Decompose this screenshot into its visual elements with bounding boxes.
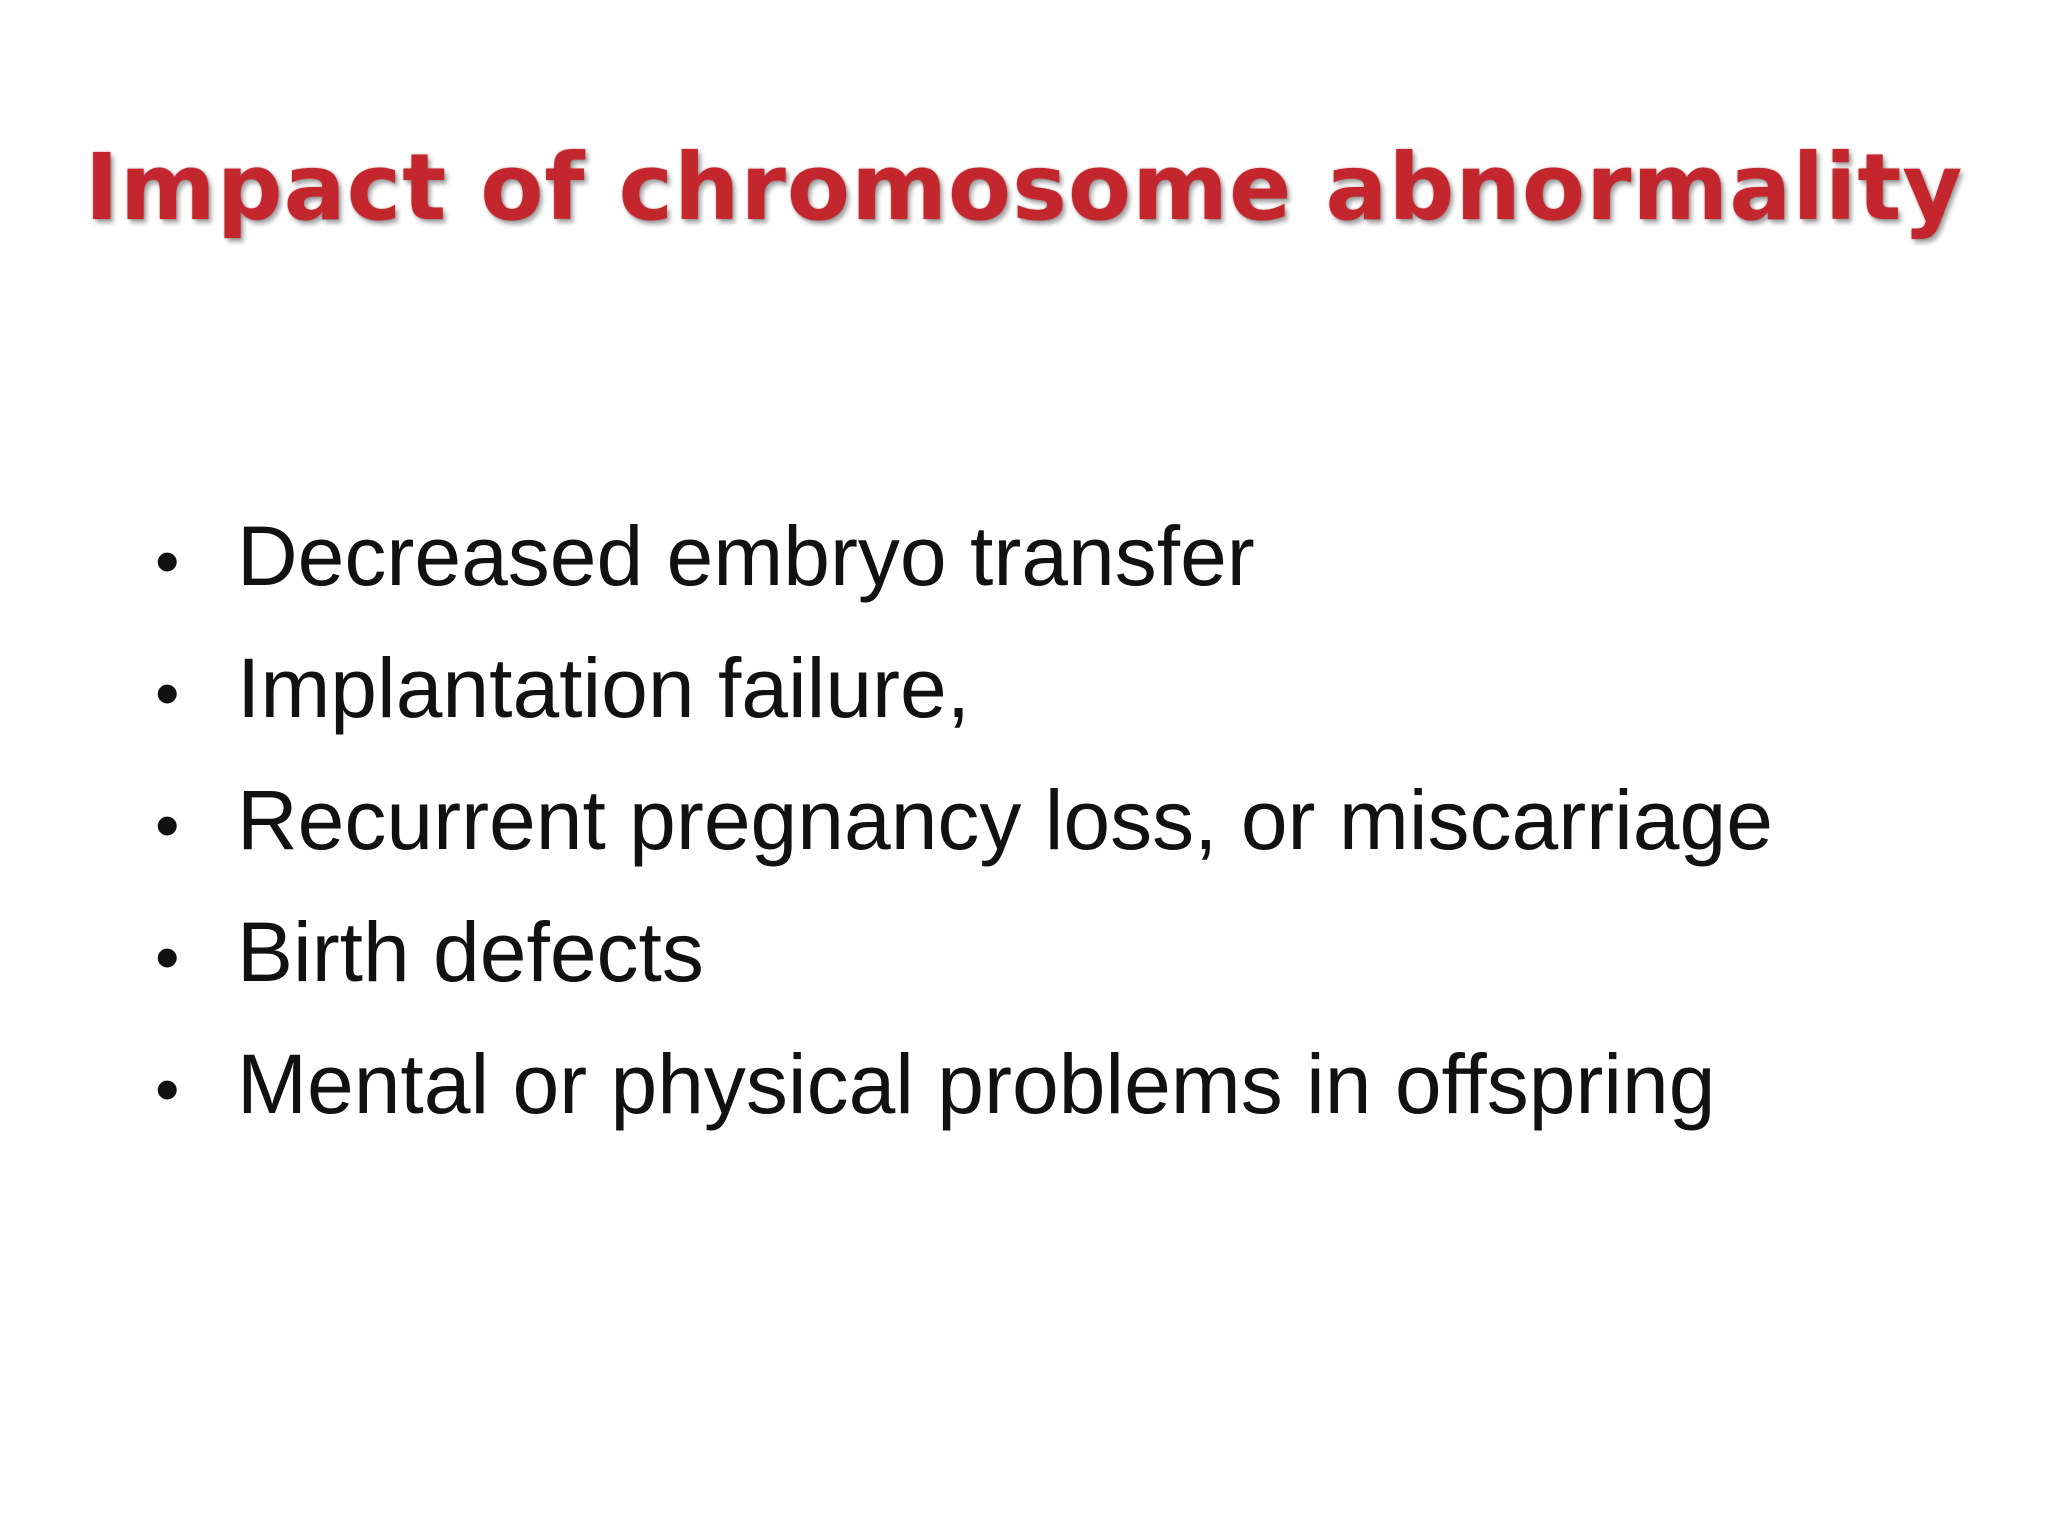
bullet-text: Birth defects xyxy=(237,905,704,999)
bullet-item xyxy=(155,490,1955,622)
bullet-item xyxy=(155,754,1955,886)
bullet-text: Implantation failure, xyxy=(237,641,971,735)
bullet-item xyxy=(155,622,1955,754)
slide-title: Impact of chromosome abnormality xyxy=(84,134,1964,241)
bullet-icon: • xyxy=(155,522,180,600)
bullet-text: Recurrent pregnancy loss, or miscarriage xyxy=(237,773,1773,867)
bullet-list xyxy=(155,490,1955,1150)
bullet-icon: • xyxy=(155,1050,180,1128)
bullet-item xyxy=(155,886,1955,1018)
bullet-text: Decreased embryo transfer xyxy=(237,509,1255,603)
bullet-icon: • xyxy=(155,918,180,996)
bullet-item xyxy=(155,1018,1955,1150)
bullet-icon: • xyxy=(155,786,180,864)
bullet-text: Mental or physical problems in offspring xyxy=(237,1037,1716,1131)
bullet-icon: • xyxy=(155,654,180,732)
